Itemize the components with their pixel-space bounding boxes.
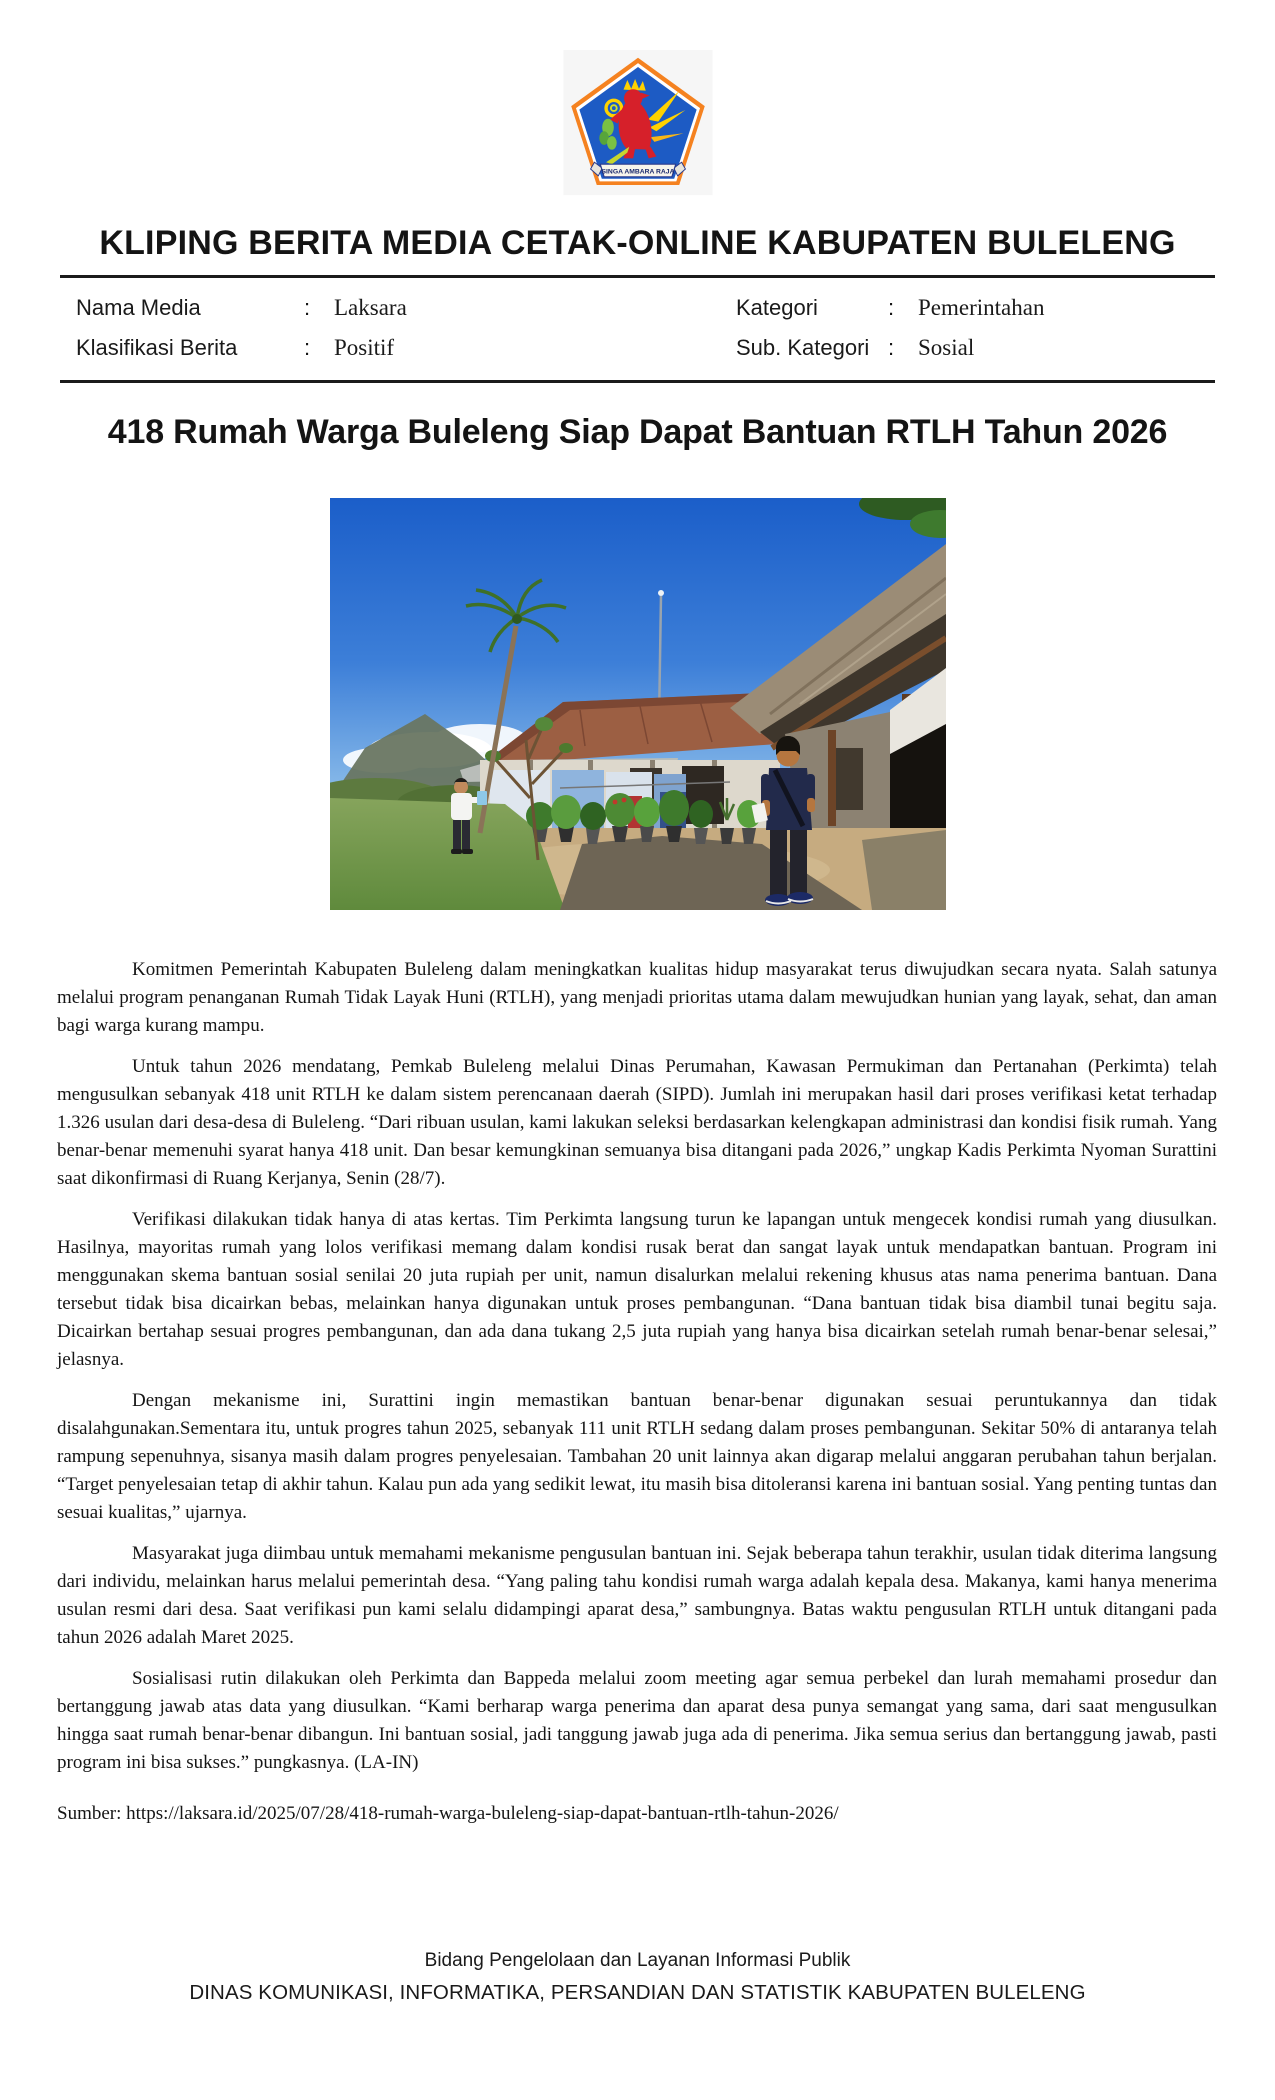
article-body [57, 956, 1217, 1777]
meta-colon: : [888, 335, 895, 360]
meta-label: Kategori [736, 295, 818, 320]
footer-division: Bidang Pengelolaan dan Layanan Informasi Publik [424, 1950, 851, 1971]
document-title: KLIPING BERITA MEDIA CETAK-ONLINE KABUPATEN BULELENG [99, 224, 1176, 262]
house-survey-photo-illustration [330, 498, 946, 910]
source-url: Sumber: https://laksara.id/2025/07/28/418-rumah-warga-buleleng-siap-dapat-bantuan-rtlh-tahun-2026/ [57, 1803, 839, 1824]
meta-label: Nama Media [76, 295, 201, 320]
metadata-cell-kategori [736, 295, 1215, 321]
article-photo [330, 498, 946, 910]
logo-banner-ribbon [590, 162, 685, 177]
metadata-block [60, 275, 1215, 383]
meta-value-nama-media: Laksara [334, 295, 407, 320]
footer-agency: DINAS KOMUNIKASI, INFORMATIKA, PERSANDIAN DAN STATISTIK KABUPATEN BULELENG [189, 1981, 1086, 2004]
logo-wrap [0, 50, 1275, 200]
meta-colon: : [304, 295, 311, 320]
paragraph-3: Verifikasi dilakukan tidak hanya di atas kertas. Tim Perkimta langsung turun ke lapangan untuk mengecek kondisi rumah yang diusulkan. Hasilnya, mayoritas rumah yang lolos verifikasi memang dalam kondisi rusak berat dan sangat layak untuk mendapatkan bantuan. Program ini menggunakan skema bantuan sosial senilai 20 juta rupiah per unit, namun disalurkan melalui rekening khusus atas nama penerima bantuan. Dana tersebut tidak bisa dicairkan bebas, melainkan hanya digunakan untuk proses pembangunan. “Dana bantuan tidak bisa diambil tunai begitu saja. Dicairkan bertahap sesuai progres pembangunan, dan ada dana tukang 2,5 juta rupiah yang hanya bisa dicairkan setelah rumah benar-benar selesai,” jelasnya. [57, 1209, 1217, 1370]
article-headline: 418 Rumah Warga Buleleng Siap Dapat Bantuan RTLH Tahun 2026 [107, 413, 1168, 451]
paragraph-1: Komitmen Pemerintah Kabupaten Buleleng dalam meningkatkan kualitas hidup masyarakat terus diwujudkan secara nyata. Salah satunya melalui program penanganan Rumah Tidak Layak Huni (RTLH), yang menjadi prioritas utama dalam mewujudkan hunian yang layak, sehat, dan aman bagi warga kurang mampu. [57, 959, 1217, 1036]
meta-value-kategori: Pemerintahan [918, 295, 1045, 320]
paragraph-2: Untuk tahun 2026 mendatang, Pemkab Buleleng melalui Dinas Perumahan, Kawasan Permukiman dan Pertanahan (Perkimta) telah mengusulkan sebanyak 418 unit RTLH ke dalam sistem perencanaan daerah (SIPD). Jumlah ini merupakan hasil dari proses verifikasi ketat terhadap 1.326 usulan dari desa-desa di Buleleng. “Dari ribuan usulan, kami lakukan seleksi berdasarkan kelengkapan administrasi dan kondisi fisik rumah. Yang benar-benar memenuhi syarat hanya 418 unit. Dan besar kemungkinan semuanya bisa ditangani pada 2026,” ungkap Kadis Perkimta Nyoman Surattini saat dikonfirmasi di Ruang Kerjanya, Senin (28/7). [57, 1056, 1217, 1189]
meta-colon: : [888, 295, 895, 320]
paragraph-6: Sosialisasi rutin dilakukan oleh Perkimta dan Bappeda melalui zoom meeting agar semua perbekel dan lurah memahami prosedur dan bertanggung jawab atas data yang diusulkan. “Kami berharap warga penerima dan aparat desa punya semangat yang sama, dari saat mengusulkan hingga saat rumah benar-benar dibangun. Ini bantuan sosial, jadi tanggung jawab juga ada di penerima. Jika semua serius dan bertanggung jawab, pasti program ini bisa sukses.” pungkasnya. (LA-IN) [57, 1668, 1217, 1773]
meta-label: Klasifikasi Berita [76, 335, 238, 360]
meta-value-klasifikasi: Positif [334, 335, 395, 360]
meta-label: Sub. Kategori [736, 335, 870, 360]
metadata-cell-nama-media [76, 295, 736, 321]
metadata-row [60, 288, 1215, 328]
metadata-cell-klasifikasi [76, 335, 736, 361]
meta-colon: : [304, 335, 311, 360]
meta-value-sub-kategori: Sosial [918, 335, 975, 360]
potted-plants [526, 790, 761, 844]
paragraph-4: Dengan mekanisme ini, Surattini ingin memastikan bantuan benar-benar digunakan sesuai peruntukannya dan tidak disalahgunakan.Sementara itu, untuk progres tahun 2025, sebanyak 111 unit RTLH sedang dalam proses pembangunan. Sekitar 50% di antaranya telah rampung sepenuhnya, sisanya masih dalam progres penyelesaian. Tambahan 20 unit lainnya akan digarap melalui anggaran perubahan tahun berjalan. “Target penyelesaian tetap di akhir tahun. Kalau pun ada yang sedikit lewat, itu masih bisa ditoleransi karena ini bantuan sosial. Yang penting tuntas dan sesuai kualitas,” ujarnya. [57, 1390, 1217, 1523]
paragraph-5: Masyarakat juga diimbau untuk memahami mekanisme pengusulan bantuan ini. Sejak beberapa tahun terakhir, usulan tidak diterima langsung dari individu, melainkan harus melalui pemerintah desa. “Yang paling tahu kondisi rumah warga adalah kepala desa. Makanya, kami hanya menerima usulan resmi dari desa. Saat verifikasi pun kami selalu didampingi aparat desa,” sambungnya. Batas waktu pengusulan RTLH untuk ditangani pada tahun 2026 adalah Maret 2025. [57, 1543, 1217, 1648]
buleleng-regency-logo-icon [553, 50, 723, 200]
metadata-cell-sub-kategori [736, 335, 1215, 361]
metadata-row [60, 328, 1215, 368]
footer [0, 1950, 1275, 2005]
logo-banner-text: SINGA AMBARA RAJA [601, 168, 674, 176]
